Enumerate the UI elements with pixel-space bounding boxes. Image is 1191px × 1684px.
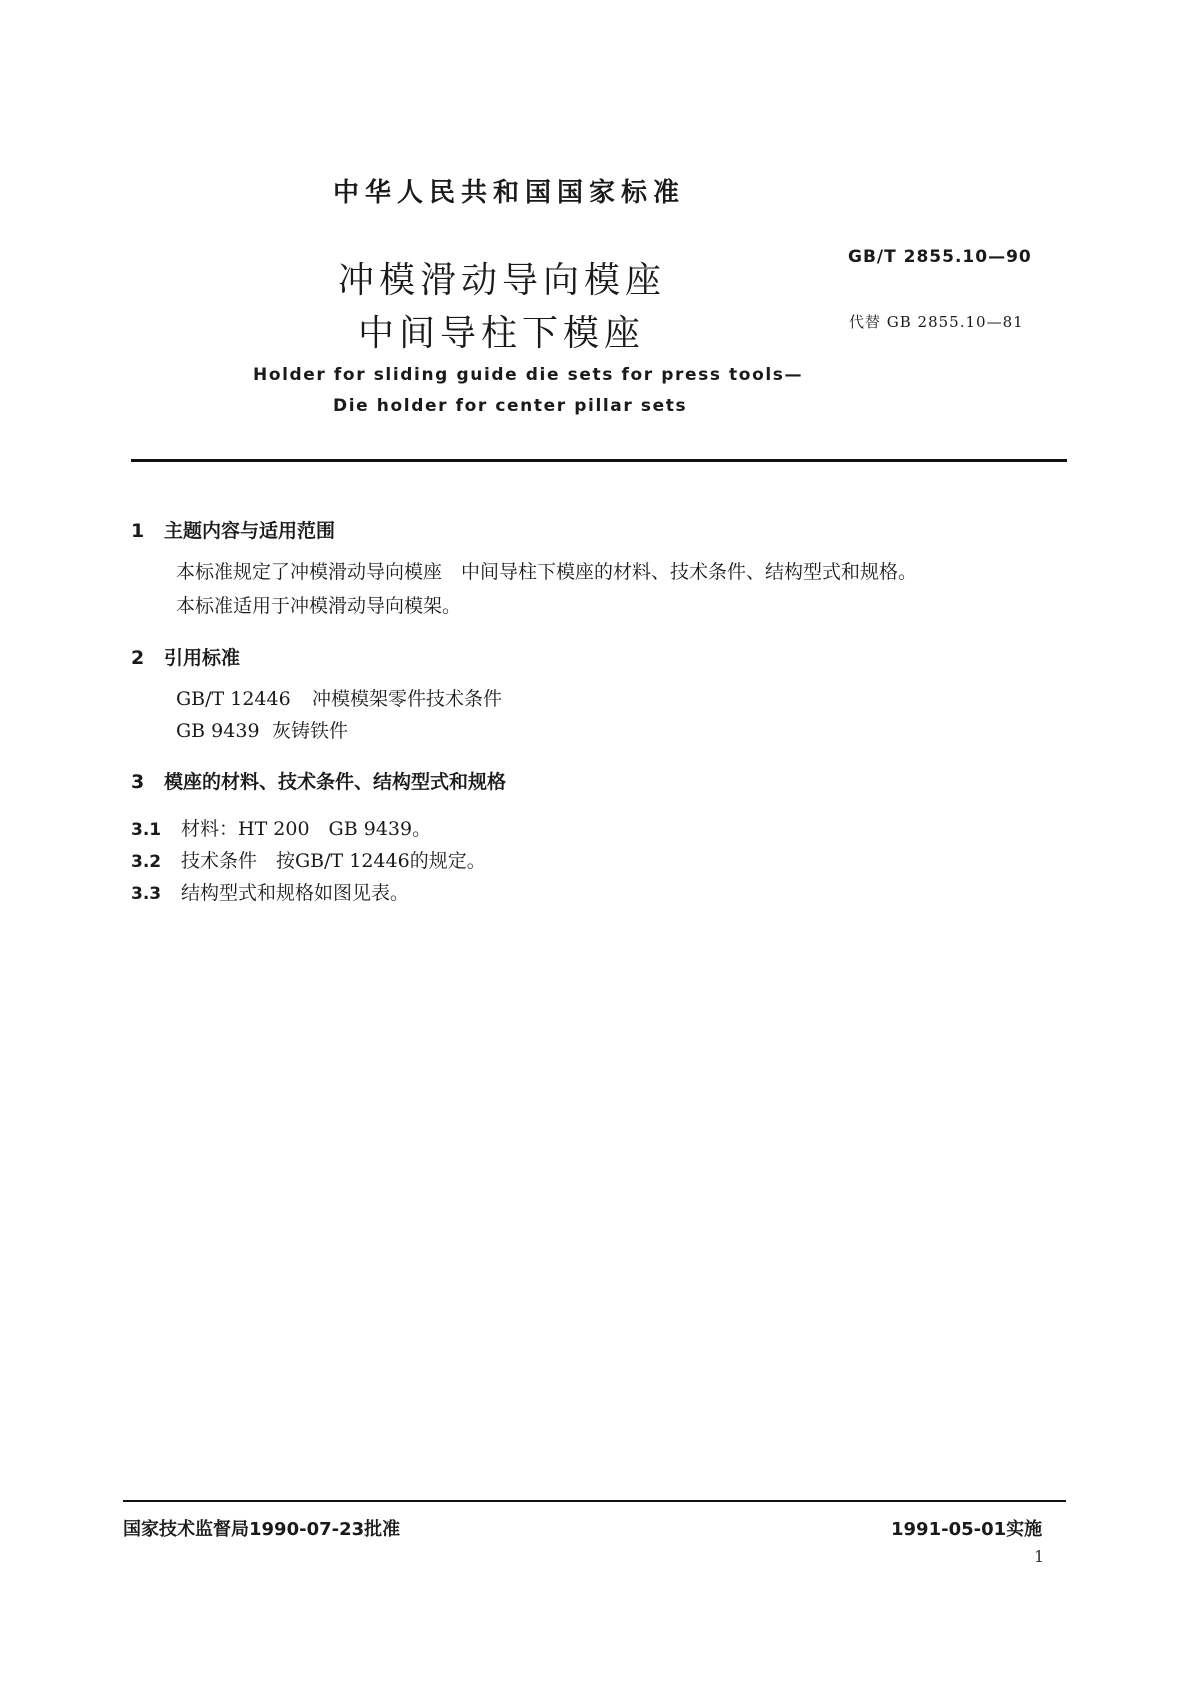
title-chinese-line-1: 冲模滑动导向模座 <box>338 260 667 301</box>
section-title: 引用标准 <box>164 647 241 669</box>
standard-number: GB/T 2855.10—90 <box>848 247 1032 267</box>
approval-date: 国家技术监督局1990-07-23批准 <box>123 1519 401 1540</box>
reference-name: 冲模模架零件技术条件 <box>312 688 503 710</box>
footer-divider <box>123 1500 1066 1502</box>
replaces-standard: 代替 GB 2855.10—81 <box>849 313 1024 331</box>
section-number: 2 <box>131 647 145 669</box>
title-chinese-line-2: 中间导柱下模座 <box>358 313 646 354</box>
section-number: 3 <box>131 771 145 793</box>
reference-code: GB 9439 <box>176 720 260 742</box>
section-1-paragraph-1: 本标准规定了冲模滑动导向模座 中间导柱下模座的材料、技术条件、结构型式和规格。 <box>176 561 918 583</box>
page-number: 1 <box>1034 1547 1045 1566</box>
subsection-number: 3.2 <box>131 852 162 872</box>
implementation-date: 1991-05-01实施 <box>891 1519 1043 1540</box>
section-title: 模座的材料、技术条件、结构型式和规格 <box>164 771 507 793</box>
subsection-text: 结构型式和规格如图见表。 <box>181 882 410 904</box>
header-divider <box>131 459 1067 462</box>
subsection-item <box>131 814 431 841</box>
subsection-text: 材料：HT 200 GB 9439。 <box>181 818 432 840</box>
reference-code: GB/T 12446 <box>176 688 291 710</box>
section-1-paragraph-2: 本标准适用于冲模滑动导向模架。 <box>176 595 462 617</box>
subsection-number: 3.1 <box>131 820 162 840</box>
section-1-heading <box>131 516 335 543</box>
section-3-heading <box>131 767 506 794</box>
section-number: 1 <box>131 520 145 542</box>
issuing-country-standard-label: 中华人民共和国国家标准 <box>333 178 686 208</box>
subsection-number: 3.3 <box>131 884 162 904</box>
section-2-heading <box>131 643 240 670</box>
subsection-text: 技术条件 按GB/T 12446的规定。 <box>181 850 486 872</box>
subsection-item <box>131 878 409 905</box>
reference-name: 灰铸铁件 <box>272 720 349 742</box>
reference-item <box>176 684 502 711</box>
section-title: 主题内容与适用范围 <box>164 520 336 542</box>
reference-item <box>176 716 348 743</box>
title-english-line-2: Die holder for center pillar sets <box>333 396 688 416</box>
title-english-line-1: Holder for sliding guide die sets for press tools— <box>253 365 804 385</box>
subsection-item <box>131 846 486 873</box>
